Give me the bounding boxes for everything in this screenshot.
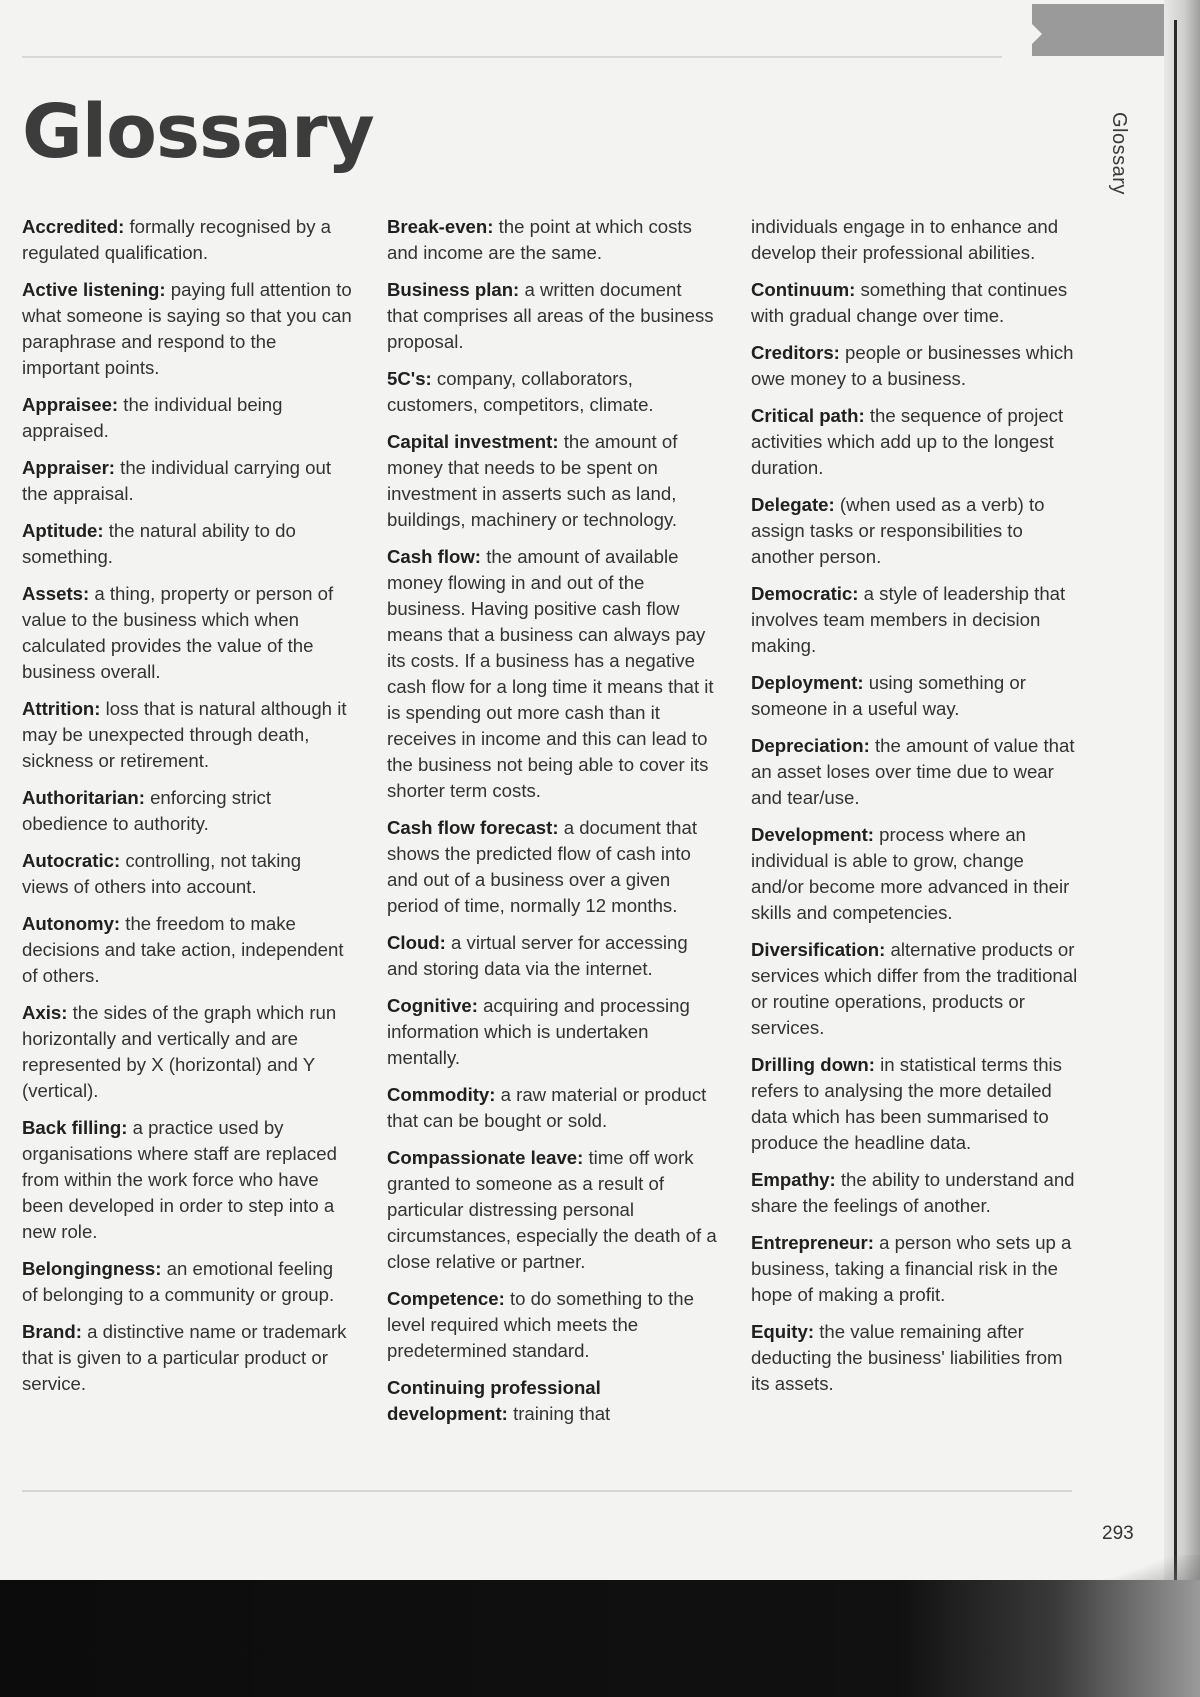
glossary-definition: paying full attention to what someone is saying so that you can paraphrase and respond to the important points. [22, 279, 352, 378]
page-number: 293 [1102, 1523, 1134, 1544]
glossary-term: Axis: [22, 1002, 68, 1023]
glossary-term: Appraiser: [22, 457, 115, 478]
glossary-entry [22, 848, 352, 900]
glossary-definition: the freedom to make decisions and take action, independent of others. [22, 913, 344, 986]
glossary-entry [387, 815, 717, 919]
scan-footer-shadow [0, 1580, 1200, 1697]
glossary-term: Deployment: [751, 672, 864, 693]
glossary-entry [751, 492, 1081, 570]
glossary-definition: an emotional feeling of belonging to a community or group. [22, 1258, 335, 1305]
glossary-term: Appraisee: [22, 394, 119, 415]
glossary-term: Autonomy: [22, 913, 121, 934]
glossary-definition: using something or someone in a useful way. [751, 672, 1026, 719]
glossary-entry [387, 1375, 717, 1427]
glossary-entry [22, 214, 352, 266]
glossary-entry [751, 670, 1081, 722]
glossary-entry [751, 1052, 1081, 1156]
glossary-definition: a raw material or product that can be bought or sold. [387, 1084, 707, 1131]
glossary-definition: the sides of the graph which run horizontally and vertically and are represented by X (horizontal) and Y (vertical). [22, 1002, 337, 1101]
glossary-definition: a thing, property or person of value to the business which when calculated provides the value of the business overall. [22, 583, 334, 682]
glossary-entry [387, 214, 717, 266]
glossary-entry [387, 1082, 717, 1134]
glossary-entry [22, 392, 352, 444]
glossary-definition: the amount of available money flowing in and out of the business. Having positive cash flow means that a business can always pay its costs. If a business has a negative cash flow for a long time it means that it is spending out more cash than it receives in income and this can lead to the business not being able to cover its shorter term costs. [387, 546, 714, 801]
glossary-column-1 [22, 214, 352, 1408]
glossary-entry [22, 911, 352, 989]
glossary-term: Creditors: [751, 342, 840, 363]
glossary-term: Cash flow: [387, 546, 482, 567]
glossary-term: Autocratic: [22, 850, 121, 871]
glossary-definition: a virtual server for accessing and storing data via the internet. [387, 932, 688, 979]
glossary-entry [22, 1319, 352, 1397]
page-title: Glossary [22, 89, 374, 175]
glossary-definition: process where an individual is able to grow, change and/or become more advanced in their skills and competencies. [751, 824, 1070, 923]
glossary-entry [22, 1115, 352, 1245]
glossary-definition: a style of leadership that involves team members in decision making. [751, 583, 1066, 656]
glossary-definition: a written document that comprises all areas of the business proposal. [387, 279, 714, 352]
glossary-entry [751, 340, 1081, 392]
glossary-term: Continuum: [751, 279, 856, 300]
glossary-term: Back filling: [22, 1117, 128, 1138]
glossary-term: Compassionate leave: [387, 1147, 584, 1168]
glossary-term: Empathy: [751, 1169, 836, 1190]
glossary-term: Accredited: [22, 216, 125, 237]
glossary-definition: (when used as a verb) to assign tasks or responsibilities to another person. [751, 494, 1045, 567]
glossary-entry [387, 277, 717, 355]
glossary-definition: time off work granted to someone as a result of particular distressing personal circumstances, especially the death of a close relative or partner. [387, 1147, 717, 1272]
glossary-definition: company, collaborators, customers, competitors, climate. [387, 368, 654, 415]
glossary-entry [22, 1000, 352, 1104]
glossary-term: Brand: [22, 1321, 82, 1342]
glossary-definition: the amount of value that an asset loses over time due to wear and tear/use. [751, 735, 1075, 808]
glossary-entry [387, 429, 717, 533]
page-binding-shadow [1164, 0, 1200, 1697]
glossary-definition: the point at which costs and income are the same. [387, 216, 692, 263]
glossary-definition: controlling, not taking views of others into account. [22, 850, 302, 897]
glossary-entry [751, 822, 1081, 926]
glossary-term: Democratic: [751, 583, 859, 604]
glossary-definition: the value remaining after deducting the business' liabilities from its assets. [751, 1321, 1063, 1394]
glossary-definition: the individual carrying out the appraisal. [22, 457, 332, 504]
glossary-definition: a distinctive name or trademark that is given to a particular product or service. [22, 1321, 347, 1394]
glossary-entry [387, 993, 717, 1071]
glossary-term: Critical path: [751, 405, 865, 426]
glossary-entry [751, 1230, 1081, 1308]
glossary-term: Cash flow forecast: [387, 817, 559, 838]
glossary-definition: a document that shows the predicted flow of cash into and out of a business over a given period of time, normally 12 months. [387, 817, 698, 916]
glossary-entry [387, 1145, 717, 1275]
glossary-term: Competence: [387, 1288, 505, 1309]
glossary-entry [387, 366, 717, 418]
edge-tab-notch [1032, 24, 1042, 44]
glossary-term: Commodity: [387, 1084, 496, 1105]
glossary-entry [22, 696, 352, 774]
glossary-term: Cognitive: [387, 995, 478, 1016]
glossary-entry [22, 1256, 352, 1308]
glossary-term: Capital investment: [387, 431, 559, 452]
glossary-term: Delegate: [751, 494, 835, 515]
glossary-definition: the sequence of project activities which add up to the longest duration. [751, 405, 1064, 478]
glossary-definition: something that continues with gradual change over time. [751, 279, 1068, 326]
glossary-entry [751, 214, 1081, 266]
top-divider [22, 56, 1002, 58]
glossary-entry [22, 455, 352, 507]
glossary-term: Development: [751, 824, 874, 845]
glossary-definition: a practice used by organisations where staff are replaced from within the work force who have been developed in order to step into a new role. [22, 1117, 337, 1242]
glossary-definition: loss that is natural although it may be unexpected through death, sickness or retirement. [22, 698, 347, 771]
glossary-definition: training that [513, 1403, 611, 1424]
glossary-definition: to do something to the level required which meets the predetermined standard. [387, 1288, 694, 1361]
glossary-term: Drilling down: [751, 1054, 875, 1075]
glossary-entry [22, 277, 352, 381]
glossary-definition: enforcing strict obedience to authority. [22, 787, 271, 834]
glossary-entry [387, 544, 717, 804]
glossary-definition: individuals engage in to enhance and develop their professional abilities. [751, 216, 1059, 263]
glossary-term: Belongingness: [22, 1258, 162, 1279]
glossary-entry [22, 785, 352, 837]
glossary-definition: alternative products or services which differ from the traditional or routine operations, products or services. [751, 939, 1078, 1038]
glossary-term: Continuing professional development: [387, 1377, 601, 1424]
glossary-entry [751, 733, 1081, 811]
glossary-entry [751, 403, 1081, 481]
glossary-term: Aptitude: [22, 520, 104, 541]
glossary-term: Break-even: [387, 216, 494, 237]
glossary-term: Authoritarian: [22, 787, 145, 808]
glossary-definition: in statistical terms this refers to analysing the more detailed data which has been summarised to produce the headline data. [751, 1054, 1062, 1153]
glossary-term: Diversification: [751, 939, 886, 960]
glossary-definition: the amount of money that needs to be spent on investment in asserts such as land, buildings, machinery or technology. [387, 431, 678, 530]
glossary-definition: the natural ability to do something. [22, 520, 296, 567]
binding-line [1174, 20, 1177, 1580]
glossary-entry [22, 518, 352, 570]
glossary-entry [751, 1319, 1081, 1397]
glossary-term: Assets: [22, 583, 90, 604]
chapter-edge-tab [1032, 4, 1182, 56]
glossary-term: Business plan: [387, 279, 520, 300]
glossary-term: Attrition: [22, 698, 101, 719]
glossary-term: Equity: [751, 1321, 815, 1342]
bottom-divider [22, 1490, 1072, 1492]
glossary-term: 5C's: [387, 368, 432, 389]
glossary-entry [751, 1167, 1081, 1219]
glossary-definition: the ability to understand and share the feelings of another. [751, 1169, 1075, 1216]
glossary-entry [22, 581, 352, 685]
glossary-term: Cloud: [387, 932, 446, 953]
glossary-entry [751, 277, 1081, 329]
glossary-term: Depreciation: [751, 735, 870, 756]
glossary-entry [387, 1286, 717, 1364]
glossary-definition: formally recognised by a regulated qualification. [22, 216, 331, 263]
glossary-column-3 [751, 214, 1081, 1408]
glossary-term: Entrepreneur: [751, 1232, 874, 1253]
glossary-term: Active listening: [22, 279, 166, 300]
glossary-definition: a person who sets up a business, taking a financial risk in the hope of making a profit. [751, 1232, 1072, 1305]
glossary-entry [387, 930, 717, 982]
glossary-definition: acquiring and processing information which is undertaken mentally. [387, 995, 690, 1068]
glossary-entry [751, 937, 1081, 1041]
glossary-entry [751, 581, 1081, 659]
glossary-column-2 [387, 214, 717, 1438]
glossary-definition: the individual being appraised. [22, 394, 283, 441]
side-tab-label: Glossary [1108, 112, 1130, 195]
glossary-definition: people or businesses which owe money to a business. [751, 342, 1074, 389]
